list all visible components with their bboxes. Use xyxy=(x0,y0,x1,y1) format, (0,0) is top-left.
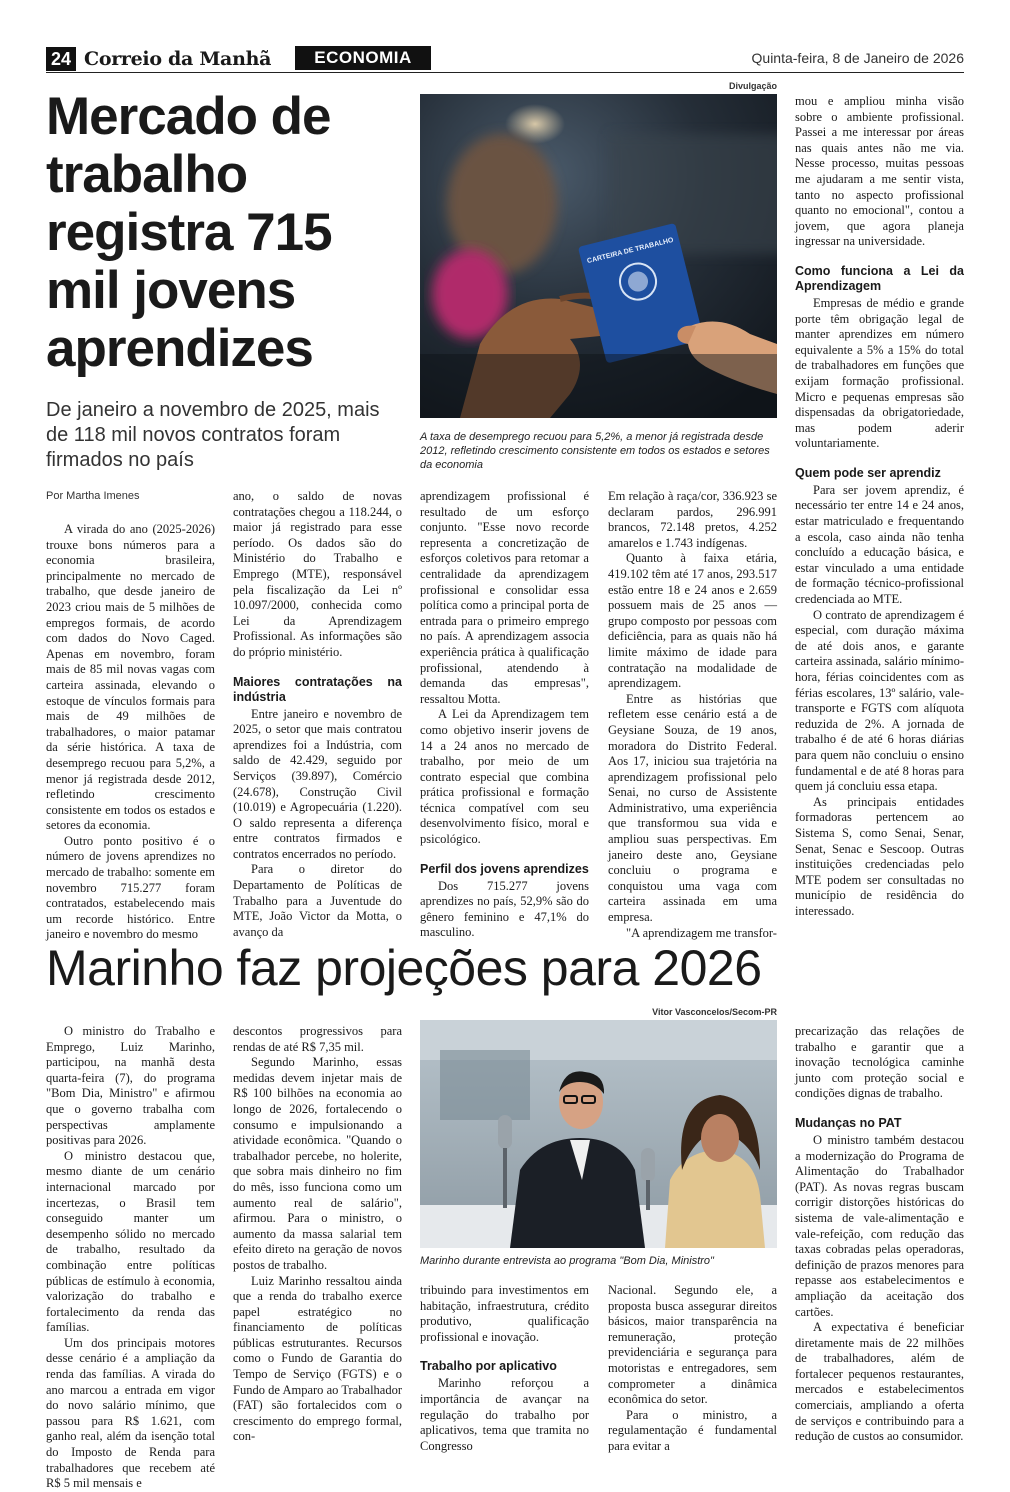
work-card-photo-illustration xyxy=(420,94,777,418)
paragraph: Um dos principais motores desse cenário é a ampliação da renda das famílias. A virada do ano marcou a entrada em vigor do novo salário mínimo, que passou para R$ 1.621, com ganho real, além da isenção total do Imposto de Renda para trabalhadores que recebem até R$ 5 mil mensais e xyxy=(46,1335,215,1491)
paragraph: O ministro destacou que, mesmo diante de um cenário internacional marcado por incertezas, o Brasil tem conseguido manter um desempenho sólido no mercado de trabalho, resultado da combinação entre políticas públicas de estímulo à economia, valorização do trabalho e fortalecimento da renda das famílias. xyxy=(46,1148,215,1335)
work-card-photo xyxy=(420,94,777,418)
photo-credit: Divulgação xyxy=(728,81,777,91)
paragraph: Para o diretor do Departamento de Políticas de Trabalho para a Juventude do MTE, João Victor da Motta, o avanço da xyxy=(233,862,402,939)
paragraph: Em relação à raça/cor, 336.923 se declaram pardos, 296.991 brancos, 72.148 pretos, 4.252 amarelos e 1.743 indígenas. xyxy=(608,489,777,550)
article-column-2 xyxy=(233,489,402,940)
paragraph: Luiz Marinho ressaltou ainda que a renda do trabalho exerce papel estratégico no financiamento de políticas públicas estruturantes. Recursos como o Fundo de Garantia do Tempo de Serviço (FGTS) e o Fundo de Amparo ao Trabalhador (FAT) são fortalecidos com o crescimento do emprego formal, con- xyxy=(233,1273,402,1444)
paragraph: A Lei da Aprendizagem tem como objetivo inserir jovens de 14 a 24 anos no mercado de trabalho, por meio de um contrato especial que combina prática profissional e formação técnica compatível com seu desenvolvimento físico, moral e psicológico. xyxy=(420,707,589,847)
interview-photo-illustration xyxy=(420,1020,777,1248)
paragraph: "A aprendizagem me transfor- xyxy=(626,925,777,940)
paragraph: Marinho reforçou a importância de avançar na regulação do trabalho por aplicativos, tema que tramita no Congresso xyxy=(420,1376,589,1453)
article2-column-1 xyxy=(46,1024,215,1492)
article-column-3 xyxy=(420,489,589,941)
paragraph: O ministro do Trabalho e Emprego, Luiz Marinho, participou, na manhã desta quarta-feira (7), do programa "Bom Dia, Ministro" e afirmou que o governo trabalha com perspectivas amplamente positivas para 2026. xyxy=(46,1024,215,1148)
interview-photo xyxy=(420,1020,777,1248)
paragraph: Nacional. Segundo ele, a proposta busca assegurar direitos básicos, maior transparência na remuneração, proteção previdenciária e segurança para motoristas e entregadores, sem comprometer a dinâmica econômica do setor. xyxy=(608,1283,777,1407)
paragraph: ano, o saldo de novas contratações chegou a 118.244, o maior já registrado para esse período. Os dados são do Ministério do Trabalho e Emprego (MTE), responsável pela fiscalização da Lei nº 10.097/2000, conhecida como Lei da Aprendizagem Profissional. As informações são do próprio ministério. xyxy=(233,489,402,659)
paragraph: Entre janeiro e novembro de 2025, o setor que mais contratou aprendizes foi a Indústria, com saldo de 42.429, seguido por Serviços (39.897), Comércio (24.678), Construção Civil (10.019) e Agropecuária (1.220). O saldo representa a diferença entre contratos firmados e contratos encerrados no período. xyxy=(233,706,402,861)
second-headline: Marinho faz projeções para 2026 xyxy=(46,940,762,996)
article-column-4 xyxy=(608,489,777,941)
paragraph: Para o ministro, a regulamentação é fundamental para evitar a xyxy=(608,1407,777,1453)
section-heading: Como funciona a Lei da Aprendizagem xyxy=(795,263,964,293)
paragraph: mou e ampliou minha visão sobre o ambiente profissional. Passei a me interessar por áreas nas quais antes não me via. Nesse processo, muitas pessoas me ajudaram a me sentir vista, tanto no aspecto profissional quanto no emocional", contou a jovem, que agora planeja ingressar na universidade. xyxy=(795,94,964,249)
paragraph: A virada do ano (2025-2026) trouxe bons números para a economia brasileira, principalmente no mercado de trabalho, que desde janeiro de 2023 criou mais de 5 milhões de empregos formais, de acordo com dados do Novo Caged. Apenas em novembro, foram mais de 85 mil novas vagas com carteira assinada, elevando o estoque de vínculos formais para mais de 49 milhões de trabalhadores, o maior patamar da série histórica. A taxa de desemprego recuou para 5,2%, a menor já registrada desde 2012, refletindo crescimento consistente em todos os estados e setores da economia. xyxy=(46,522,215,833)
section-heading: Mudanças no PAT xyxy=(795,1115,902,1130)
article2-column-4 xyxy=(608,1283,777,1455)
article2-column-3 xyxy=(420,1283,589,1454)
paragraph: O contrato de aprendizagem é especial, com duração máxima de até dois anos, e garante carteira assinada, salário mínimo-hora, férias coincidentes com as férias escolares, 13º salário, vale-transporte e FGTS com alíquota reduzida de 2%. A jornada de trabalho é de até 6 horas diárias para quem não concluiu o ensino fundamental e de até 8 horas para quem já concluiu essa etapa. xyxy=(795,607,964,794)
paragraph: descontos progressivos para rendas de até R$ 7,35 mil. xyxy=(233,1024,402,1054)
byline: Por Martha Imenes xyxy=(46,490,140,502)
edition-date: Quinta-feira, 8 de Janeiro de 2026 xyxy=(751,50,964,66)
article2-column-5 xyxy=(795,1024,964,1445)
paragraph: Dos 715.277 jovens aprendizes no país, 52,9% são do gênero feminino e 47,1% do masculino. xyxy=(420,878,589,940)
paragraph: Empresas de médio e grande porte têm obrigação legal de manter aprendizes em número equivalente a 5% a 15% do total de trabalhadores em funções que exijam formação profissional. Micro e pequenas empresas são dispensadas da obrigatoriedade, mas podem aderir voluntariamente. xyxy=(795,295,964,451)
paragraph: O ministro também destacou a modernização do Programa de Alimentação do Trabalhador (PAT). As novas regras buscam corrigir distorções históricas do sistema de vale-alimentação e vale-refeição, com redução das taxas cobradas pelas operadoras, definição de prazos menores para repasse aos estabelecimentos e ampliação da aceitação dos cartões. xyxy=(795,1132,964,1319)
paragraph: Outro ponto positivo é o número de jovens aprendizes no mercado de trabalho: somente em novembro 715.277 foram contratados, estabelecendo mais um recorde histórico. Entre janeiro e novembro do mesmo xyxy=(46,833,215,942)
paragraph: tribuindo para investimentos em habitação, infraestrutura, crédito produtivo, qualificação profissional e inovação. xyxy=(420,1283,589,1344)
section-tag: ECONOMIA xyxy=(295,46,431,70)
header-rule xyxy=(46,72,964,73)
photo-caption-2: Marinho durante entrevista ao programa "Bom Dia, Ministro" xyxy=(420,1255,714,1267)
section-heading: Perfil dos jovens aprendizes xyxy=(420,861,589,876)
subheadline: De janeiro a novembro de 2025, mais de 118 mil novos contratos foram firmados no país xyxy=(46,399,380,471)
section-heading: Trabalho por aplicativo xyxy=(420,1359,557,1374)
paragraph: Segundo Marinho, essas medidas devem injetar mais de R$ 100 bilhões na economia ao longo de 2026, fortalecendo o consumo e impulsionando a atividade econômica. "Quando o trabalhador percebe, no holerite, que sobra mais dinheiro no fim do mês, isso funciona como um aumento real de salário", afirmou. Para o ministro, o aumento da massa salarial tem efeito direto na geração de novos postos de trabalho. xyxy=(233,1055,402,1272)
article-column-5 xyxy=(795,94,964,920)
paragraph: aprendizagem profissional é resultado de um esforço conjunto. "Esse novo recorde representa a concretização de esforços coletivos para retomar a centralidade da aprendizagem profissional e consolidar essa política como a principal porta de entrada para o primeiro emprego no país. A aprendizagem associa experiência prática à qualificação profissional, atendendo à demanda das empresas", ressaltou Motta. xyxy=(420,489,589,706)
paragraph: As principais entidades formadoras pertencem ao Sistema S, como Senai, Senar, Senat, Senac e Sescoop. Outras instituições credenciadas pelo MTE podem ser consultadas no município de residência do interessado. xyxy=(795,794,964,918)
paragraph: A expectativa é beneficiar diretamente mais de 22 milhões de trabalhadores, além de fortalecer pequenos restaurantes, mercados e estabelecimentos comerciais, ampliando a oferta de serviços e contribuindo para a redução de custos ao consumidor. xyxy=(795,1320,964,1444)
section-heading: Quem pode ser aprendiz xyxy=(795,465,941,480)
paragraph: precarização das relações de trabalho e garantir que a inovação tecnológica caminhe junto com proteção social e condições dignas de trabalho. xyxy=(795,1024,964,1101)
paragraph: Quanto à faixa etária, 419.102 têm até 17 anos, 293.517 estão entre 18 e 24 anos e 2.659 possuem mais de 25 anos — grupo composto por pessoas com deficiência, para as quais não há limite máximo de idade para contratação na modalidade de aprendizagem. xyxy=(608,551,777,691)
card-text: CARTEIRA DE TRABALHO xyxy=(586,236,675,266)
paragraph: Para ser jovem aprendiz, é necessário ter entre 14 e 24 anos, estar matriculado e frequentando a escola, caso ainda não tenha concluído a educação básica, e estar vinculado a uma entidade de formação técnico-profissional credenciada ao MTE. xyxy=(795,482,964,607)
section-heading: Maiores contratações na indústria xyxy=(233,674,402,704)
newspaper-name: Correio da Manhã xyxy=(84,48,272,70)
photo-caption: A taxa de desemprego recuou para 5,2%, a menor já registrada desde 2012, refletindo crescimento consistente em todos os estados e setores da economia xyxy=(420,431,770,471)
article-column-1 xyxy=(46,522,215,943)
article2-column-2 xyxy=(233,1024,402,1445)
page-number: 24 xyxy=(46,47,76,71)
main-headline: Mercado de trabalho registra 715 mil jovens aprendizes xyxy=(46,87,332,378)
paragraph: Entre as histórias que refletem esse cenário está a de Geysiane Souza, de 19 anos, moradora do Distrito Federal. Aos 17, iniciou sua trajetória na aprendizagem profissional pelo Senai, no curso de Assistente Administrativo, uma experiência que transformou sua vida e ampliou suas perspectivas. Em janeiro deste ano, Geysiane concluiu o programa e conquistou uma vaga com carteira assinada em uma empresa. xyxy=(608,691,777,925)
photo-credit-2: Vitor Vasconcelos/Secom-PR xyxy=(652,1007,777,1017)
